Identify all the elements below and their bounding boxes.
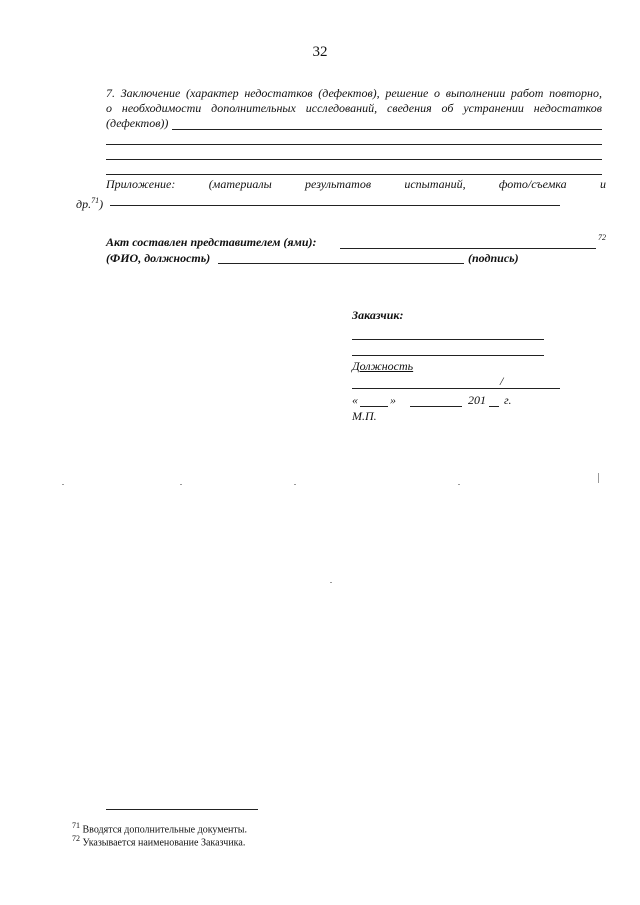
act-fill-line: [340, 248, 596, 249]
date-quote-open: «: [352, 393, 358, 407]
attachment-word: испытаний,: [404, 177, 466, 191]
customer-position: Должность: [352, 359, 414, 373]
attachment-label: Приложение:: [106, 177, 176, 191]
footnote-72-num: 72: [72, 834, 80, 843]
section7-line3: (дефектов)): [106, 116, 169, 130]
page-number: 32: [312, 44, 328, 60]
scan-dot: [62, 484, 64, 485]
attachment-word: (материалы: [208, 177, 272, 191]
customer-date-row: [352, 393, 532, 409]
footnote-71-num: 71: [72, 821, 80, 830]
footnote-separator: [106, 809, 258, 810]
stamp-label: М.П.: [352, 409, 377, 423]
blank-line: [106, 174, 602, 175]
blank-line: [106, 159, 602, 160]
customer-slash: /: [500, 374, 504, 388]
customer-line-2: [352, 355, 544, 356]
footnote-ref-71: 71: [91, 196, 100, 205]
scan-dot: [180, 484, 182, 485]
attachment-cont-text: др.: [76, 197, 92, 211]
scan-dot: [330, 582, 332, 583]
footnote-72: [72, 834, 245, 848]
scan-dot: [598, 473, 599, 483]
act-label: Акт составлен представителем (ями):: [106, 235, 317, 249]
act-signature-label: (подпись): [468, 251, 519, 265]
section7-line1: 7. Заключение (характер недостатков (дефектов), решение о выполнении работ повторно,: [106, 86, 602, 100]
footnote-71-text: Вводятся дополнительные документы.: [82, 824, 248, 836]
footnote-ref-72: 72: [598, 233, 606, 242]
customer-signature-line: [352, 388, 560, 389]
date-year: 201: [468, 393, 486, 407]
attachment-close: ): [99, 197, 104, 211]
footnote-72-text: Указывается наименование Заказчика.: [82, 837, 246, 849]
section7-fill-line: [172, 129, 602, 130]
attachment-cont: [76, 193, 103, 212]
attachment-word: результатов: [305, 177, 372, 191]
scan-dot: [294, 484, 296, 485]
scan-dot: [458, 484, 460, 485]
act-fio-label: (ФИО, должность): [106, 251, 211, 265]
attachment-word: и: [600, 177, 606, 191]
date-quote-close: »: [390, 393, 396, 407]
date-year-suffix: г.: [504, 393, 512, 407]
section7-line2: о необходимости дополнительных исследований, сведения об устранении недостатков: [106, 101, 602, 115]
act-fio-line: [218, 263, 464, 264]
attachment-fill-line: [110, 205, 560, 206]
attachment-word: фото/съемка: [498, 177, 567, 191]
customer-title: Заказчик:: [352, 308, 404, 322]
attachment-row: [106, 177, 606, 192]
date-year-line: [489, 406, 499, 407]
customer-line-1: [352, 339, 544, 340]
date-month-line: [410, 406, 462, 407]
date-day-line: [360, 406, 388, 407]
blank-line: [106, 144, 602, 145]
